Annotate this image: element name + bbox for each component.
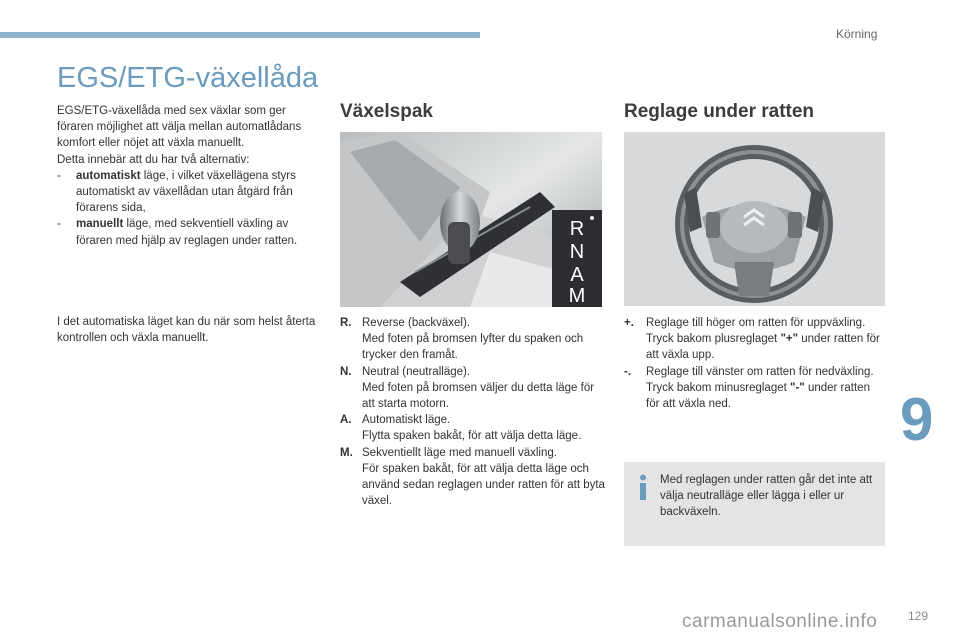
item-key: R. [340, 317, 352, 329]
mode-automatic: automatiskt [76, 169, 141, 182]
watermark: carmanualsonline.info [682, 611, 878, 632]
page-title: EGS/ETG-växellåda [57, 62, 319, 94]
list-item [624, 364, 886, 380]
intro-text [57, 103, 325, 249]
item-text: Sekventiellt läge med manuell växling. [362, 446, 557, 459]
item-text: Tryck bakom minusreglaget [646, 381, 791, 394]
list-item [624, 331, 886, 363]
lever-positions-list [340, 315, 605, 509]
steering-wheel-image [624, 132, 885, 306]
gear-lever-illustration [340, 132, 602, 307]
gate-letter-a: A [570, 264, 584, 286]
intro-list-item [57, 168, 325, 217]
item-key: N. [340, 365, 352, 378]
info-text: Med reglagen under ratten går det inte att välja neutralläge eller lägga i eller ur backväxeln. [660, 474, 873, 519]
list-item [340, 315, 605, 331]
item-key: A. [340, 414, 352, 427]
gate-letter-m: M [568, 285, 586, 307]
gear-lever-image [340, 132, 602, 307]
gate-letter-r: R [569, 218, 585, 240]
heading-lever: Växelspak [340, 101, 433, 122]
top-accent-bar [0, 32, 480, 38]
mode-manual: manuellt [76, 218, 124, 231]
list-bullet: - [57, 218, 61, 231]
intro-paragraph-1: EGS/ETG-växellåda med sex växlar som ger föraren möjlighet att välja mellan automatlådans komfort eller nöjet att växla manuellt. [57, 105, 302, 150]
list-item [624, 380, 886, 412]
intro-paragraph-3: I det automatiska läget kan du när som helst återta kontrollen och växla manuellt. [57, 316, 316, 345]
section-label: Körning [836, 27, 878, 41]
list-item [340, 331, 605, 363]
item-key [340, 380, 362, 412]
list-item [340, 364, 605, 380]
item-key [340, 428, 362, 444]
item-text: Reglage till vänster om ratten för nedväxling. [646, 365, 874, 378]
item-key [340, 331, 362, 363]
item-text: Reverse (backväxel). [362, 317, 471, 329]
plus-symbol: "+" [780, 333, 799, 346]
item-key [624, 331, 646, 363]
minus-symbol: "-" [790, 381, 805, 394]
list-item [340, 445, 605, 461]
list-item [340, 380, 605, 412]
item-text: Med foten på bromsen väljer du detta läge för att starta motorn. [362, 381, 595, 411]
item-text: under ratten för att växla upp. [646, 333, 880, 362]
list-item [340, 461, 605, 510]
list-item [624, 315, 886, 331]
item-text: Flytta spaken bakåt, för att välja detta läge. [362, 430, 582, 443]
intro-list-item [57, 216, 325, 248]
mode-automatic-desc: läge, i vilket växellägena styrs automatiskt av växellådan utan åtgärd från förarens sida, [76, 169, 296, 215]
item-key [340, 461, 362, 510]
list-item [340, 412, 605, 428]
wheel-controls-list [624, 315, 886, 412]
mode-manual-desc: läge, med sekventiell växling av föraren med hjälp av reglagen under ratten. [76, 218, 298, 247]
chapter-number: 9 [900, 386, 934, 453]
item-key: -. [624, 365, 632, 378]
steering-wheel-illustration [624, 132, 885, 306]
item-key [624, 380, 646, 412]
info-box [624, 462, 885, 546]
intro-paragraph-2: Detta innebär att du har två alternativ: [57, 153, 250, 166]
page-number: 129 [908, 609, 929, 623]
list-item [340, 428, 605, 444]
item-text: under ratten för att växla ned. [646, 381, 870, 411]
item-text: Neutral (neutralläge). [362, 365, 471, 378]
item-key: +. [624, 317, 634, 329]
list-bullet: - [57, 169, 61, 182]
heading-wheel-controls: Reglage under ratten [624, 101, 815, 122]
gate-letter-n: N [569, 241, 585, 263]
item-text: Automatiskt läge. [362, 414, 451, 427]
item-text: Med foten på bromsen lyfter du spaken och trycker den framåt. [362, 333, 584, 362]
info-icon [636, 474, 650, 500]
item-text: Tryck bakom plusreglaget [646, 333, 781, 346]
item-text: För spaken bakåt, för att välja detta läge och använd sedan reglagen under ratten för att byta växel. [362, 462, 605, 508]
item-text: Reglage till höger om ratten för uppväxling. [646, 317, 866, 329]
item-key: M. [340, 446, 353, 459]
